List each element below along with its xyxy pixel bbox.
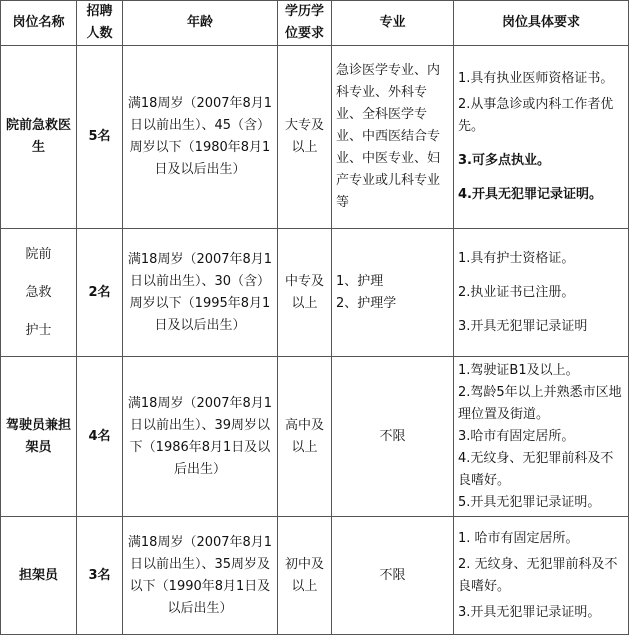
position-cell bbox=[1, 229, 77, 357]
requirement-item: 3.开具无犯罪记录证明 bbox=[458, 318, 588, 334]
header-position: 岗位名称 bbox=[1, 1, 77, 46]
table-row bbox=[1, 229, 629, 357]
position-cell: 担架员 bbox=[1, 517, 77, 635]
requirement-item: 1.驾驶证B1及以上。 bbox=[458, 362, 579, 378]
requirements-cell bbox=[454, 229, 629, 357]
major-cell: 不限 bbox=[332, 357, 454, 517]
header-requirements: 岗位具体要求 bbox=[454, 1, 629, 46]
requirements-cell bbox=[454, 517, 629, 635]
table-row bbox=[1, 357, 629, 517]
count-cell: 2名 bbox=[77, 229, 123, 357]
position-line: 护士 bbox=[25, 322, 52, 338]
requirement-item: 2. 无纹身、无犯罪前科及不良嗜好。 bbox=[458, 556, 618, 594]
count-cell: 4名 bbox=[77, 357, 123, 517]
requirement-item: 5.开具无犯罪记录证明。 bbox=[458, 494, 601, 510]
major-cell: 不限 bbox=[332, 517, 454, 635]
requirement-item: 1.具有执业医师资格证书。 bbox=[458, 71, 614, 86]
requirement-item: 4.开具无犯罪记录证明。 bbox=[458, 187, 602, 202]
count-cell: 5名 bbox=[77, 46, 123, 229]
major-line: 1、护理 bbox=[336, 273, 384, 289]
header-count: 招聘人数 bbox=[77, 1, 123, 46]
count-cell: 3名 bbox=[77, 517, 123, 635]
age-cell: 满18周岁（2007年8月1日以前出生）、35周岁及以下（1990年8月1日及以后出生） bbox=[123, 517, 278, 635]
requirement-item: 1.具有护士资格证。 bbox=[458, 250, 575, 266]
requirement-item: 3.开具无犯罪记录证明。 bbox=[458, 604, 601, 620]
major-line: 2、护理学 bbox=[336, 295, 397, 311]
major-cell bbox=[332, 229, 454, 357]
header-age: 年龄 bbox=[123, 1, 278, 46]
header-row bbox=[1, 1, 629, 46]
header-education: 学历学位要求 bbox=[278, 1, 332, 46]
requirement-item: 3.可多点执业。 bbox=[458, 153, 550, 168]
requirements-cell bbox=[454, 357, 629, 517]
age-cell: 满18周岁（2007年8月1日以前出生）、45（含）周岁以下（1980年8月1日及以后出生） bbox=[123, 46, 278, 229]
education-cell: 高中及以上 bbox=[278, 357, 332, 517]
requirement-item: 2.执业证书已注册。 bbox=[458, 284, 575, 300]
requirement-item: 3.哈市有固定居所。 bbox=[458, 428, 575, 444]
position-line: 院前 bbox=[25, 246, 52, 262]
age-cell: 满18周岁（2007年8月1日以前出生）、39周岁以下（1986年8月1日及以后出生） bbox=[123, 357, 278, 517]
age-cell: 满18周岁（2007年8月1日以前出生）、30（含）周岁以下（1995年8月1日及以后出生） bbox=[123, 229, 278, 357]
table-row bbox=[1, 46, 629, 229]
education-cell: 中专及以上 bbox=[278, 229, 332, 357]
requirement-item: 4.无纹身、无犯罪前科及不良嗜好。 bbox=[458, 450, 614, 488]
requirement-item: 2.驾龄5年以上并熟悉市区地理位置及街道。 bbox=[458, 384, 622, 422]
position-cell: 院前急救医生 bbox=[1, 46, 77, 229]
header-major: 专业 bbox=[332, 1, 454, 46]
requirement-item: 1. 哈市有固定居所。 bbox=[458, 530, 579, 546]
education-cell: 大专及以上 bbox=[278, 46, 332, 229]
position-line: 急救 bbox=[25, 284, 52, 300]
major-cell: 急诊医学专业、内科专业、外科专业、全科医学专业、中西医结合专业、中医专业、妇产专业或儿科专业等 bbox=[332, 46, 454, 229]
table-row bbox=[1, 517, 629, 635]
requirements-cell bbox=[454, 46, 629, 229]
requirement-item: 2.从事急诊或内科工作者优先。 bbox=[458, 97, 614, 134]
education-cell: 初中及以上 bbox=[278, 517, 332, 635]
position-cell: 驾驶员兼担架员 bbox=[1, 357, 77, 517]
